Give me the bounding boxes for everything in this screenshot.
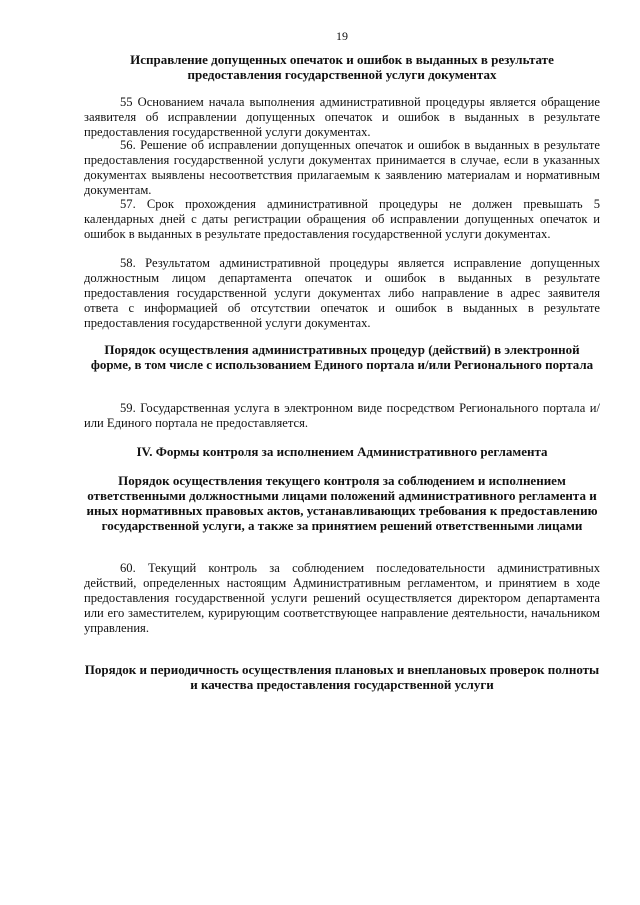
heading-current-control: Порядок осуществления текущего контроля за соблюдением и исполнением ответственными должностными лицами положений административного регламента и иных нормативных правовых актов, устанавливающих требования к предоставлению государственной услуги, а также за принятием решений ответственными лицами [86,473,598,533]
paragraph-56: 56. Решение об исправлении допущенных опечаток и ошибок в выданных в результате предоставления государственной услуги документах принимается в случае, если в указанных документах выявлены несоответствия прилагаемым к заявлению материалам и нормативным документам. [84,138,600,197]
heading-section-iv: IV. Формы контроля за исполнением Административного регламента [136,444,548,459]
page-number: 19 [336,29,348,43]
paragraph-59: 59. Государственная услуга в электронном виде посредством Регионального портала и/или Единого портала не предоставляется. [84,401,600,430]
heading-inspections: Порядок и периодичность осуществления плановых и внеплановых проверок полноты и качества предоставления государственной услуги [84,662,600,692]
paragraph-58: 58. Результатом административной процедуры является исправление допущенных должностным лицом департамента опечаток и ошибок в выданных в результате предоставления государственной услуги документах либо направление в адрес заявителя ответа с информацией об отсутствии опечаток и ошибок в выданных в результате предоставления государственной услуги документах. [84,256,600,330]
paragraph-60: 60. Текущий контроль за соблюдением последовательности административных действий, определенных настоящим Административным регламентом, и принятием в ходе предоставления государственной услуги решений осуществляется директором департамента или его заместителем, курирующим соответствующее направление деятельности, начальником управления. [84,561,600,635]
heading-electronic-procedures: Порядок осуществления административных процедур (действий) в электронной форме, в том числе с использованием Единого портала и/или Регионального портала [90,342,594,372]
heading-corrections: Исправление допущенных опечаток и ошибок в выданных в результате предоставления государственной услуги документах [130,52,554,82]
paragraph-55: 55 Основанием начала выполнения административной процедуры является обращение заявителя об исправлении допущенных опечаток и ошибок в выданных в результате предоставления государственной услуги документах. [84,95,600,139]
paragraph-57: 57. Срок прохождения административной процедуры не должен превышать 5 календарных дней с даты регистрации обращения об исправлении допущенных опечаток и ошибок в выданных в результате предоставления государственной услуги документах. [84,197,600,241]
